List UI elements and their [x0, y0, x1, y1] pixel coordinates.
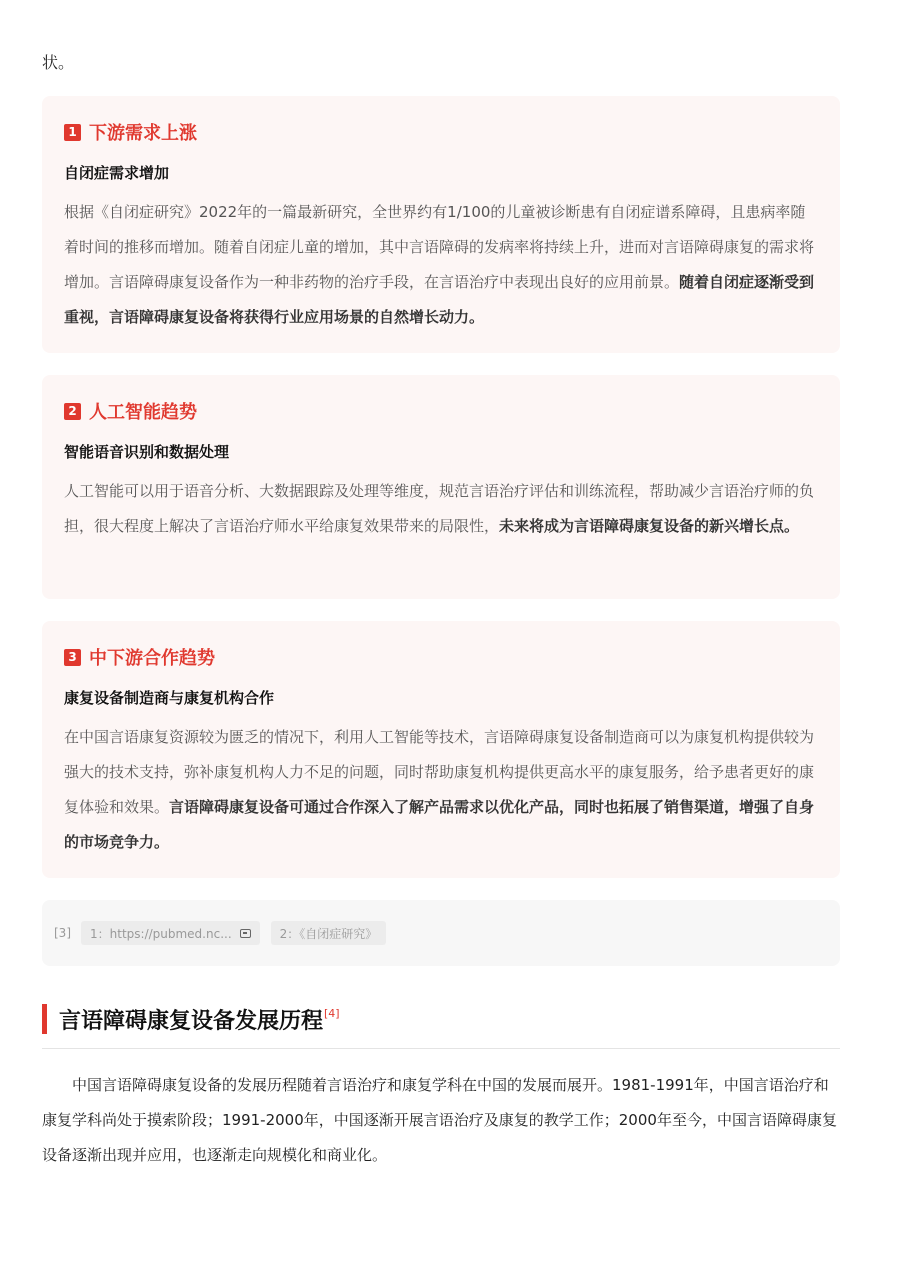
reference-box — [42, 900, 840, 966]
card-body — [64, 474, 818, 544]
citation-link[interactable]: [4] — [324, 1006, 340, 1020]
card-body-text: 在中国言语康复资源较为匮乏的情况下，利用人工智能等技术，言语障碍康复设备制造商可以为康复机构提供较为强大的技术支持，弥补康复机构人力不足的问题，同时帮助康复机构提供更高水平的康复服务，给予患者更好的康复体验和效果。 — [64, 728, 815, 816]
number-badge: 2 — [64, 403, 81, 420]
card-title: 下游需求上涨 — [89, 123, 197, 144]
heading-accent-bar — [42, 1004, 47, 1034]
section-paragraph: 中国言语障碍康复设备的发展历程随着言语治疗和康复学科在中国的发展而展开。1981-1991年，中国言语治疗和康复学科尚处于摸索阶段；1991-2000年，中国逐渐开展言语治疗及康复的教学工作；2000年至今，中国言语障碍康复设备逐渐出现并应用，也逐渐走向规模化和商业化。 — [42, 1076, 837, 1164]
trend-card-ai — [42, 375, 840, 599]
card-subtitle: 智能语音识别和数据处理 — [64, 443, 230, 461]
section-divider — [42, 1048, 840, 1049]
card-body-highlight: 未来将成为言语障碍康复设备的新兴增长点。 — [499, 517, 800, 535]
card-subtitle: 康复设备制造商与康复机构合作 — [64, 689, 275, 707]
trend-card-demand — [42, 96, 840, 353]
reference-link-label: 2：《自闭症研究》 — [279, 926, 378, 941]
image-icon — [240, 929, 251, 938]
card-title: 人工智能趋势 — [89, 402, 197, 423]
card-body-text: 人工智能可以用于语音分析、大数据跟踪及处理等维度，规范言语治疗评估和训练流程，帮助减少言语治疗师的负担，很大程度上解决了言语治疗师水平给康复效果带来的局限性， — [64, 482, 815, 535]
card-subtitle: 自闭症需求增加 — [64, 164, 170, 182]
card-body — [64, 195, 818, 335]
card-title: 中下游合作趋势 — [89, 648, 215, 669]
card-body — [64, 720, 818, 860]
card-body-highlight: 随着自闭症逐渐受到重视，言语障碍康复设备将获得行业应用场景的自然增长动力。 — [64, 273, 815, 326]
lead-text: 状。 — [42, 53, 75, 72]
section-heading — [42, 1004, 340, 1034]
reference-index: [3] — [54, 926, 71, 940]
number-badge: 1 — [64, 124, 81, 141]
reference-link-2[interactable] — [271, 921, 387, 945]
card-body-text: 根据《自闭症研究》2022年的一篇最新研究，全世界约有1/100的儿童被诊断患有自闭症谱系障碍，且患病率随着时间的推移而增加。随着自闭症儿童的增加，其中言语障碍的发病率将持续上升，进而对言语障碍康复的需求将增加。言语障碍康复设备作为一种非药物的治疗手段，在言语治疗中表现出良好的应用前景。 — [64, 203, 815, 291]
reference-link-1[interactable] — [81, 921, 260, 945]
number-badge: 3 — [64, 649, 81, 666]
section-title: 言语障碍康复设备发展历程 — [59, 1008, 324, 1034]
card-body-highlight: 言语障碍康复设备可通过合作深入了解产品需求以优化产品，同时也拓展了销售渠道，增强了自身的市场竞争力。 — [64, 798, 815, 851]
reference-link-label: 1：https://pubmed.nc... — [90, 926, 232, 941]
trend-card-cooperation — [42, 621, 840, 878]
